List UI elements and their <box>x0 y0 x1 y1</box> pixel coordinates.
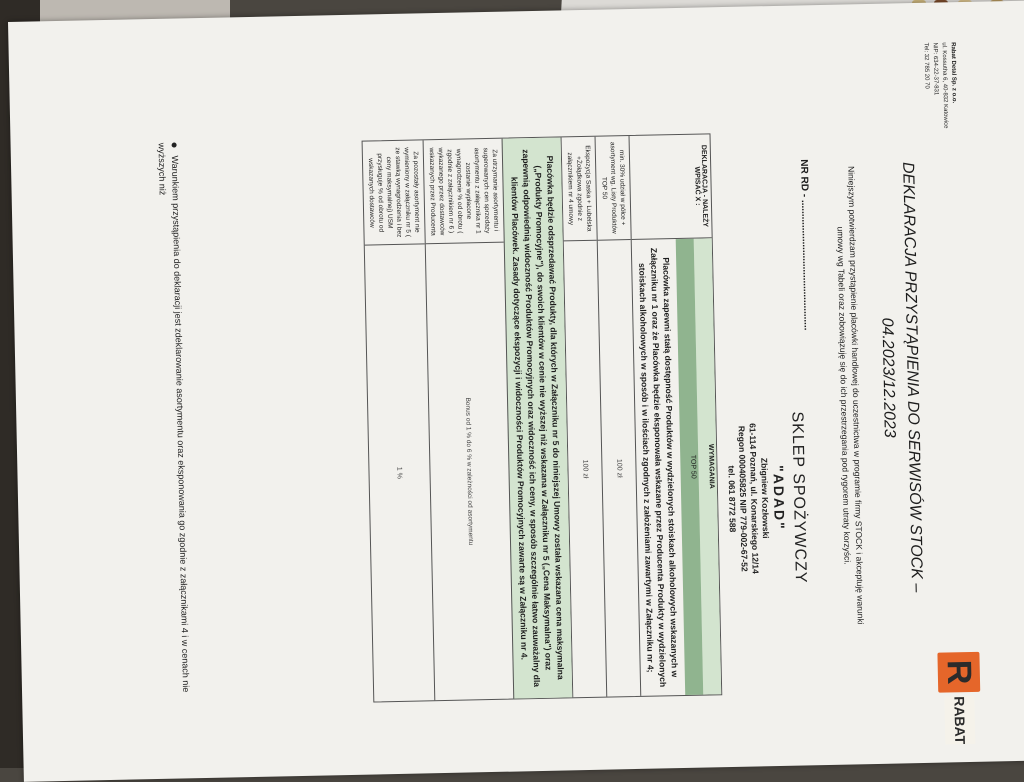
company-address: ul. Kossutha 6, 40-832 Katowice <box>940 42 949 129</box>
top50-label: TOP 50 <box>676 239 704 695</box>
table-row <box>363 140 435 701</box>
logo-mark: R <box>937 652 980 693</box>
bullet-text: Warunkiem przystąpienia do deklaracji jest zdeklarowanie asortymentu oraz eksponowania go zgodnie z załącznikami 4 i w cenach nie wyższych niż <box>156 142 192 693</box>
bullet-icon <box>171 142 176 147</box>
table-row <box>502 137 573 698</box>
company-info <box>921 42 961 253</box>
company-nip: NIP: 634-22-37-831 <box>931 42 939 96</box>
table-header-row <box>629 134 722 696</box>
stamp-line: 61-114 Poznań, ul. Konarskiego 12/14 <box>747 423 761 574</box>
promo-text: Placówka będzie odsprzedawać Produkty, dla których w Załączniku nr 5 do niniejszej Umowy została wskazana cena maksymalna („Produkty Promocyjne"), do swoich klientów w cenie nie wyższej niż wskazana w Załączniku nr 5 („Cena Maksymalna") oraz zapewnią odpowiednią widoczność Produktów Promocyjnych oraz widoczność ich ceny, w sposób szczególnie łatwo zauważalny dla klientów Placówek. Zasady dotyczące ekspozycji i widoczności Produktów Promocyjnych zawarte są w Załączniku nr 4. <box>509 149 566 688</box>
row1-label: min. 30% udział w półce + asortyment wg. Listy Produktów TOP 50 <box>596 136 631 241</box>
row3-label: Za utrzymanie asortymentu i sugerowanych cen sprzedaży asortymentu z załącznika nr 1 zostanie wypłacone wynagrodzenie % od obrotu ( zgodnie z załącznikiem nr 6 ) wykazanego przez dostawców wskazanych przez Producenta <box>424 139 504 245</box>
title-line1: DEKLARACJA PRZYSTĄPIENIA DO SERWISÓW STOCK – <box>899 161 926 593</box>
bullet-paragraph <box>155 142 193 702</box>
document-title <box>871 137 929 618</box>
main-requirement: Placówka zapewni stałą dostępność Produktów w wydzielonych stoiskach alkoholowych wskazanych w Załączniku nr 1 oraz że Placówka będzie eksponowała wskazane przez Producenta Produkty w wydzielonych stoiskach alkoholowych w sposób i w ilościach zgodnych z założeniami zawartymi w Załączniku nr 4; <box>637 247 680 688</box>
table-row <box>423 139 514 701</box>
stamp-line: Zbigniew Kozłowski <box>759 457 771 539</box>
intro-text: Niniejszym potwierdzam przystąpienie placówki handlowej do uczestnictwa w programie firmy STOCK i akceptuję warunki umowy wg Tabeli oraz zobowiązuję się do ich przestrzegania pod rygorem utraty korzyści. <box>835 165 866 625</box>
col1-header: DEKLARACJA - NALEŻY WPISAĆ X : <box>630 134 712 240</box>
company-name: Rabat Detal Sp. z o.o. <box>949 42 957 104</box>
logo-word: RABAT <box>944 696 975 745</box>
document-page <box>18 6 994 778</box>
document-sheet <box>8 1 1024 782</box>
row4-label: Za pozostały asortyment nie wymieniony w załączniku nr 5 ( ze stawką wynagrodzenia i bez ceny maksymalnej) USM przysługuje % od obrotu od wskazanych dostawców <box>363 140 425 245</box>
shop-stamp <box>724 397 810 599</box>
declaration-table <box>362 133 723 702</box>
stamp-line: SKLEP SPOŻYWCZY <box>788 411 809 584</box>
row1-value: 100 zł <box>615 458 623 478</box>
row2-label: Ekspozycja Saska + Lubelska +Żołądkowa zgodnie z załącznikiem nr 4 umowy <box>562 137 597 242</box>
company-tel: Tel: 32 785 20 70 <box>922 42 930 89</box>
nr-rd-field: NR RD - ............................................... <box>798 159 813 331</box>
row2-value: 100 zł <box>581 459 589 479</box>
row4-value: 1 % <box>395 466 404 480</box>
stamp-line: tel. 061 8772 588 <box>726 465 738 533</box>
rabat-logo <box>931 652 981 745</box>
stamp-line: "ADAD" <box>770 464 788 531</box>
stamp-line: Regon 000405825 NIP 779-002-67-52 <box>736 425 750 572</box>
title-line2: 04.2023/12.2023 <box>878 317 898 438</box>
requirements-block <box>632 238 722 696</box>
row3-value: Bonus od 1 % do 6 % w zależności od asortymentu <box>464 397 475 546</box>
requirements-header: WYMAGANIA <box>694 238 722 694</box>
